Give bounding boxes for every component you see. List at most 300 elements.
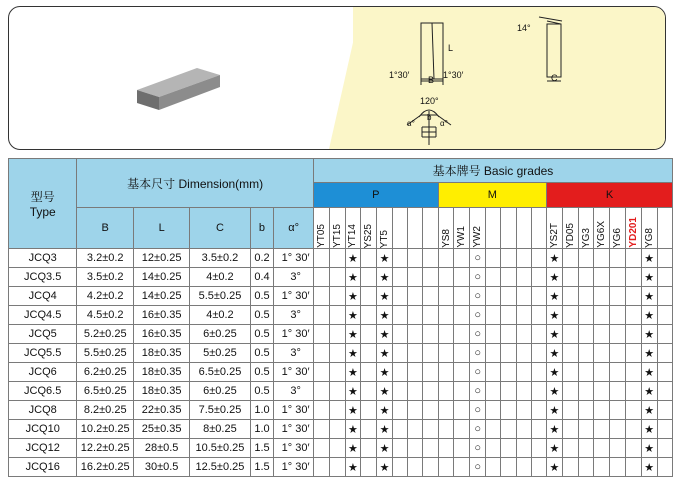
type-header: [9, 159, 77, 249]
insert-drawings: [9, 7, 665, 149]
grade-star-mark: ★: [377, 382, 393, 401]
grade-empty-cell: [610, 268, 626, 287]
grade-col-header: [423, 208, 438, 249]
grade-empty-cell: [454, 344, 470, 363]
grade-empty-cell: [408, 382, 423, 401]
grade-empty-cell: [313, 458, 329, 477]
grade-empty-cell: [516, 249, 531, 268]
grade-empty-cell: [313, 401, 329, 420]
grade-empty-cell: [578, 344, 594, 363]
length-label: L: [448, 43, 454, 53]
grade-empty-cell: [531, 439, 546, 458]
grade-empty-cell: [516, 401, 531, 420]
grade-empty-cell: [516, 363, 531, 382]
grade-col-header: [408, 208, 423, 249]
dimension-cell: 3°: [274, 268, 314, 287]
dimension-cell: 3°: [274, 306, 314, 325]
grade-empty-cell: [578, 363, 594, 382]
grade-empty-cell: [501, 458, 516, 477]
grade-empty-cell: [423, 382, 438, 401]
grade-star-mark: ★: [641, 363, 657, 382]
grade-empty-cell: [423, 306, 438, 325]
table-row: [9, 401, 673, 420]
grade-empty-cell: [423, 325, 438, 344]
grade-star-mark: ★: [345, 344, 361, 363]
grade-empty-cell: [454, 439, 470, 458]
grade-star-mark: ★: [547, 382, 563, 401]
grade-empty-cell: [486, 306, 501, 325]
dimension-cell: 18±0.35: [134, 363, 190, 382]
dimension-cell: 1° 30′: [274, 325, 314, 344]
grade-empty-cell: [562, 401, 578, 420]
dimension-cell: 22±0.35: [134, 401, 190, 420]
dimension-cell: 6.5±0.25: [190, 363, 250, 382]
grade-empty-cell: [438, 401, 454, 420]
grade-empty-cell: [392, 420, 407, 439]
grade-empty-cell: [562, 363, 578, 382]
grade-empty-cell: [313, 249, 329, 268]
dimension-cell: 0.5: [250, 306, 274, 325]
side-view-drawing: [539, 17, 562, 81]
grade-col-header: [377, 208, 393, 249]
grade-empty-cell: [610, 249, 626, 268]
dimension-cell: 30±0.5: [134, 458, 190, 477]
dimension-header: 基本尺寸 Dimension(mm): [77, 159, 314, 208]
grades-header: 基本牌号 Basic grades: [313, 159, 672, 183]
dimension-cell: 3.5±0.2: [190, 249, 250, 268]
grade-circle-mark: ○: [470, 439, 486, 458]
grade-empty-cell: [454, 458, 470, 477]
grade-empty-cell: [392, 249, 407, 268]
grade-empty-cell: [578, 382, 594, 401]
grade-empty-cell: [392, 439, 407, 458]
dimension-cell: 28±0.5: [134, 439, 190, 458]
dimension-cell: 16.2±0.25: [77, 458, 134, 477]
dimension-col-header: B: [77, 208, 134, 249]
grade-empty-cell: [594, 287, 610, 306]
grade-empty-cell: [516, 344, 531, 363]
grade-empty-cell: [578, 306, 594, 325]
table-row: [9, 325, 673, 344]
dimension-cell: 6±0.25: [190, 325, 250, 344]
grade-star-mark: ★: [377, 306, 393, 325]
grade-star-mark: ★: [547, 401, 563, 420]
grade-col-header: [329, 208, 345, 249]
grade-empty-cell: [361, 458, 377, 477]
dimension-cell: 14±0.25: [134, 287, 190, 306]
dimension-cell: 3.5±0.2: [77, 268, 134, 287]
grade-empty-cell: [329, 458, 345, 477]
grade-star-mark: ★: [641, 344, 657, 363]
grade-empty-cell: [408, 401, 423, 420]
dimension-cell: 12.2±0.25: [77, 439, 134, 458]
grade-empty-cell: [486, 420, 501, 439]
grade-empty-cell: [423, 344, 438, 363]
dimension-cell: 10.2±0.25: [77, 420, 134, 439]
table-row: [9, 458, 673, 477]
grade-empty-cell: [531, 287, 546, 306]
grade-empty-cell: [578, 439, 594, 458]
dimension-cell: 10.5±0.25: [190, 439, 250, 458]
grade-empty-cell: [313, 382, 329, 401]
type-cell: JCQ16: [9, 458, 77, 477]
dimension-cell: 1° 30′: [274, 287, 314, 306]
grade-empty-cell: [329, 382, 345, 401]
type-cell: JCQ10: [9, 420, 77, 439]
grade-star-mark: ★: [377, 268, 393, 287]
grade-empty-cell: [516, 306, 531, 325]
grade-empty-cell: [454, 401, 470, 420]
grade-star-mark: ★: [547, 306, 563, 325]
grade-empty-cell: [329, 249, 345, 268]
angle-right-label: 1°30′: [443, 70, 464, 80]
grade-empty-cell: [361, 401, 377, 420]
alpha-right-label: α°: [440, 119, 448, 128]
dimension-col-header: C: [190, 208, 250, 249]
grade-col-label: YD05: [564, 222, 576, 248]
grade-star-mark: ★: [345, 363, 361, 382]
grade-star-mark: ★: [547, 439, 563, 458]
grade-empty-cell: [361, 439, 377, 458]
grade-empty-cell: [516, 287, 531, 306]
height-label: C: [551, 73, 558, 83]
dimension-cell: 12.5±0.25: [190, 458, 250, 477]
width-label: B: [428, 75, 435, 85]
grade-empty-cell: [578, 287, 594, 306]
type-header-en: Type: [29, 205, 56, 219]
grade-empty-cell: [329, 344, 345, 363]
dimension-cell: 0.5: [250, 344, 274, 363]
grade-star-mark: ★: [345, 287, 361, 306]
grade-empty-cell: [626, 268, 642, 287]
grade-col-header: [578, 208, 594, 249]
dimension-cell: 4.2±0.2: [77, 287, 134, 306]
grade-star-mark: ★: [641, 287, 657, 306]
grade-empty-cell: [329, 420, 345, 439]
grade-star-mark: ★: [345, 306, 361, 325]
dimension-cell: 6.2±0.25: [77, 363, 134, 382]
grade-empty-cell: [657, 249, 672, 268]
type-cell: JCQ3.5: [9, 268, 77, 287]
grade-col-header: [516, 208, 531, 249]
table-row: [9, 306, 673, 325]
dimension-cell: 4±0.2: [190, 306, 250, 325]
dimension-cell: 0.5: [250, 287, 274, 306]
dimension-cell: 12±0.25: [134, 249, 190, 268]
grade-star-mark: ★: [641, 325, 657, 344]
grade-star-mark: ★: [345, 401, 361, 420]
grade-empty-cell: [594, 458, 610, 477]
grade-col-label: YW1: [456, 226, 468, 248]
grade-empty-cell: [610, 401, 626, 420]
grade-empty-cell: [626, 249, 642, 268]
grade-empty-cell: [610, 382, 626, 401]
grade-empty-cell: [501, 249, 516, 268]
dimension-cell: 1° 30′: [274, 401, 314, 420]
grade-empty-cell: [501, 287, 516, 306]
dimension-cell: 3°: [274, 344, 314, 363]
grade-col-label: YT15: [331, 224, 343, 248]
grade-empty-cell: [594, 363, 610, 382]
grade-empty-cell: [408, 306, 423, 325]
dimension-cell: 1.0: [250, 401, 274, 420]
grade-empty-cell: [392, 363, 407, 382]
grade-empty-cell: [454, 420, 470, 439]
grade-empty-cell: [626, 420, 642, 439]
grade-star-mark: ★: [641, 306, 657, 325]
insert-3d-render: [137, 68, 220, 110]
grade-empty-cell: [657, 401, 672, 420]
grade-empty-cell: [438, 420, 454, 439]
grade-empty-cell: [438, 458, 454, 477]
type-cell: JCQ3: [9, 249, 77, 268]
grade-col-label: YG6: [612, 227, 624, 248]
grade-empty-cell: [329, 287, 345, 306]
grade-circle-mark: ○: [470, 401, 486, 420]
grade-empty-cell: [423, 439, 438, 458]
grade-empty-cell: [361, 344, 377, 363]
grade-col-label: YG3: [580, 227, 592, 248]
table-row: [9, 363, 673, 382]
grade-star-mark: ★: [641, 458, 657, 477]
grade-empty-cell: [454, 268, 470, 287]
dimension-cell: 0.5: [250, 382, 274, 401]
grade-empty-cell: [657, 363, 672, 382]
grade-col-header: [438, 208, 454, 249]
grade-col-header: [610, 208, 626, 249]
grade-empty-cell: [594, 306, 610, 325]
grade-circle-mark: ○: [470, 287, 486, 306]
grade-empty-cell: [313, 268, 329, 287]
grade-empty-cell: [454, 306, 470, 325]
grade-empty-cell: [562, 325, 578, 344]
dimension-cell: 16±0.35: [134, 325, 190, 344]
grade-empty-cell: [562, 268, 578, 287]
grade-col-header: [626, 208, 642, 249]
grade-empty-cell: [454, 249, 470, 268]
dimension-cell: 7.5±0.25: [190, 401, 250, 420]
dimension-cell: 1.5: [250, 458, 274, 477]
grade-empty-cell: [657, 458, 672, 477]
grade-empty-cell: [501, 439, 516, 458]
grade-empty-cell: [361, 268, 377, 287]
grade-empty-cell: [578, 401, 594, 420]
grade-star-mark: ★: [547, 458, 563, 477]
grade-star-mark: ★: [377, 458, 393, 477]
grade-star-mark: ★: [345, 325, 361, 344]
grade-col-label: YT5: [379, 229, 390, 248]
grade-empty-cell: [438, 249, 454, 268]
grade-empty-cell: [486, 382, 501, 401]
grade-col-label: YS8: [440, 229, 452, 248]
grade-empty-cell: [531, 344, 546, 363]
dimension-cell: 8.2±0.25: [77, 401, 134, 420]
grade-empty-cell: [313, 363, 329, 382]
grade-circle-mark: ○: [470, 363, 486, 382]
type-cell: JCQ6.5: [9, 382, 77, 401]
dimension-cell: 0.5: [250, 325, 274, 344]
grade-empty-cell: [610, 363, 626, 382]
grade-empty-cell: [626, 325, 642, 344]
grade-star-mark: ★: [377, 420, 393, 439]
dimension-cell: 6.5±0.25: [77, 382, 134, 401]
grade-empty-cell: [531, 458, 546, 477]
grade-empty-cell: [361, 363, 377, 382]
dimension-cell: 4.5±0.2: [77, 306, 134, 325]
grade-empty-cell: [562, 249, 578, 268]
dimension-cell: 5.5±0.25: [77, 344, 134, 363]
grade-empty-cell: [329, 268, 345, 287]
grade-empty-cell: [562, 382, 578, 401]
grade-empty-cell: [501, 363, 516, 382]
grade-empty-cell: [562, 287, 578, 306]
grade-col-header: [313, 208, 329, 249]
dimension-cell: 0.2: [250, 249, 274, 268]
grade-group-m: M: [438, 183, 546, 208]
grade-empty-cell: [438, 306, 454, 325]
b-label: b: [427, 113, 432, 122]
grade-empty-cell: [657, 344, 672, 363]
grade-empty-cell: [594, 344, 610, 363]
grade-empty-cell: [454, 363, 470, 382]
grade-col-label: YT05: [315, 224, 327, 248]
grade-empty-cell: [313, 325, 329, 344]
grade-star-mark: ★: [547, 344, 563, 363]
grade-circle-mark: ○: [470, 382, 486, 401]
grade-empty-cell: [438, 325, 454, 344]
grade-empty-cell: [657, 439, 672, 458]
grade-empty-cell: [329, 325, 345, 344]
table-row: [9, 344, 673, 363]
grade-col-label: YW2: [472, 226, 484, 248]
grade-empty-cell: [657, 382, 672, 401]
grade-empty-cell: [392, 268, 407, 287]
grade-empty-cell: [516, 420, 531, 439]
table-row: [9, 382, 673, 401]
type-cell: JCQ12: [9, 439, 77, 458]
dimension-cell: 1° 30′: [274, 420, 314, 439]
dimension-cell: 1.0: [250, 420, 274, 439]
dimension-cell: 1° 30′: [274, 458, 314, 477]
grade-empty-cell: [594, 249, 610, 268]
dimension-col-header: b: [250, 208, 274, 249]
grade-col-label: YD201: [627, 217, 639, 248]
grade-empty-cell: [626, 287, 642, 306]
grade-empty-cell: [578, 325, 594, 344]
grade-empty-cell: [531, 325, 546, 344]
grade-col-header: [501, 208, 516, 249]
type-cell: JCQ8: [9, 401, 77, 420]
grade-empty-cell: [408, 287, 423, 306]
grade-star-mark: ★: [547, 249, 563, 268]
grade-empty-cell: [392, 382, 407, 401]
grade-col-header: [531, 208, 546, 249]
grade-star-mark: ★: [377, 344, 393, 363]
grade-empty-cell: [501, 420, 516, 439]
dimension-cell: 5.2±0.25: [77, 325, 134, 344]
grade-empty-cell: [501, 382, 516, 401]
grade-star-mark: ★: [547, 268, 563, 287]
grade-star-mark: ★: [377, 249, 393, 268]
dimension-col-header: α°: [274, 208, 314, 249]
grade-empty-cell: [657, 306, 672, 325]
grade-empty-cell: [562, 420, 578, 439]
grade-empty-cell: [438, 287, 454, 306]
grade-empty-cell: [531, 382, 546, 401]
grade-empty-cell: [329, 306, 345, 325]
alpha-left-label: α°: [407, 119, 415, 128]
grade-col-label: YT14: [347, 224, 359, 248]
dimension-col-header: L: [134, 208, 190, 249]
grade-empty-cell: [454, 325, 470, 344]
grade-empty-cell: [594, 401, 610, 420]
grade-star-mark: ★: [345, 458, 361, 477]
grade-empty-cell: [657, 287, 672, 306]
grade-empty-cell: [423, 401, 438, 420]
grade-empty-cell: [610, 458, 626, 477]
grade-empty-cell: [408, 363, 423, 382]
grade-empty-cell: [562, 306, 578, 325]
grade-empty-cell: [486, 268, 501, 287]
grade-empty-cell: [578, 458, 594, 477]
grade-empty-cell: [516, 439, 531, 458]
grade-star-mark: ★: [547, 287, 563, 306]
grade-star-mark: ★: [377, 439, 393, 458]
grade-empty-cell: [578, 420, 594, 439]
grade-empty-cell: [626, 401, 642, 420]
grade-empty-cell: [408, 439, 423, 458]
grade-empty-cell: [610, 420, 626, 439]
grade-empty-cell: [594, 268, 610, 287]
product-illustration-panel: [8, 6, 666, 150]
grade-empty-cell: [501, 306, 516, 325]
grade-empty-cell: [313, 420, 329, 439]
grade-empty-cell: [408, 458, 423, 477]
grade-circle-mark: ○: [470, 420, 486, 439]
type-cell: JCQ5: [9, 325, 77, 344]
dimension-cell: 0.5: [250, 363, 274, 382]
grade-empty-cell: [594, 382, 610, 401]
grade-empty-cell: [423, 268, 438, 287]
grade-circle-mark: ○: [470, 344, 486, 363]
grade-star-mark: ★: [547, 363, 563, 382]
grade-empty-cell: [501, 344, 516, 363]
grade-empty-cell: [329, 439, 345, 458]
grade-empty-cell: [516, 268, 531, 287]
grade-empty-cell: [610, 306, 626, 325]
grade-empty-cell: [531, 401, 546, 420]
grade-empty-cell: [594, 439, 610, 458]
grade-empty-cell: [610, 325, 626, 344]
grade-empty-cell: [578, 249, 594, 268]
dimension-cell: 16±0.35: [134, 306, 190, 325]
grade-col-header: [361, 208, 377, 249]
dimension-cell: 25±0.35: [134, 420, 190, 439]
grade-empty-cell: [408, 268, 423, 287]
grade-star-mark: ★: [377, 401, 393, 420]
grade-empty-cell: [408, 325, 423, 344]
grade-empty-cell: [486, 287, 501, 306]
grade-empty-cell: [408, 420, 423, 439]
grade-empty-cell: [438, 363, 454, 382]
grade-empty-cell: [501, 268, 516, 287]
dimension-cell: 8±0.25: [190, 420, 250, 439]
grade-group-p: P: [313, 183, 438, 208]
grade-col-header: [454, 208, 470, 249]
grade-empty-cell: [486, 325, 501, 344]
grade-empty-cell: [562, 439, 578, 458]
angle-left-label: 1°30′: [389, 70, 410, 80]
